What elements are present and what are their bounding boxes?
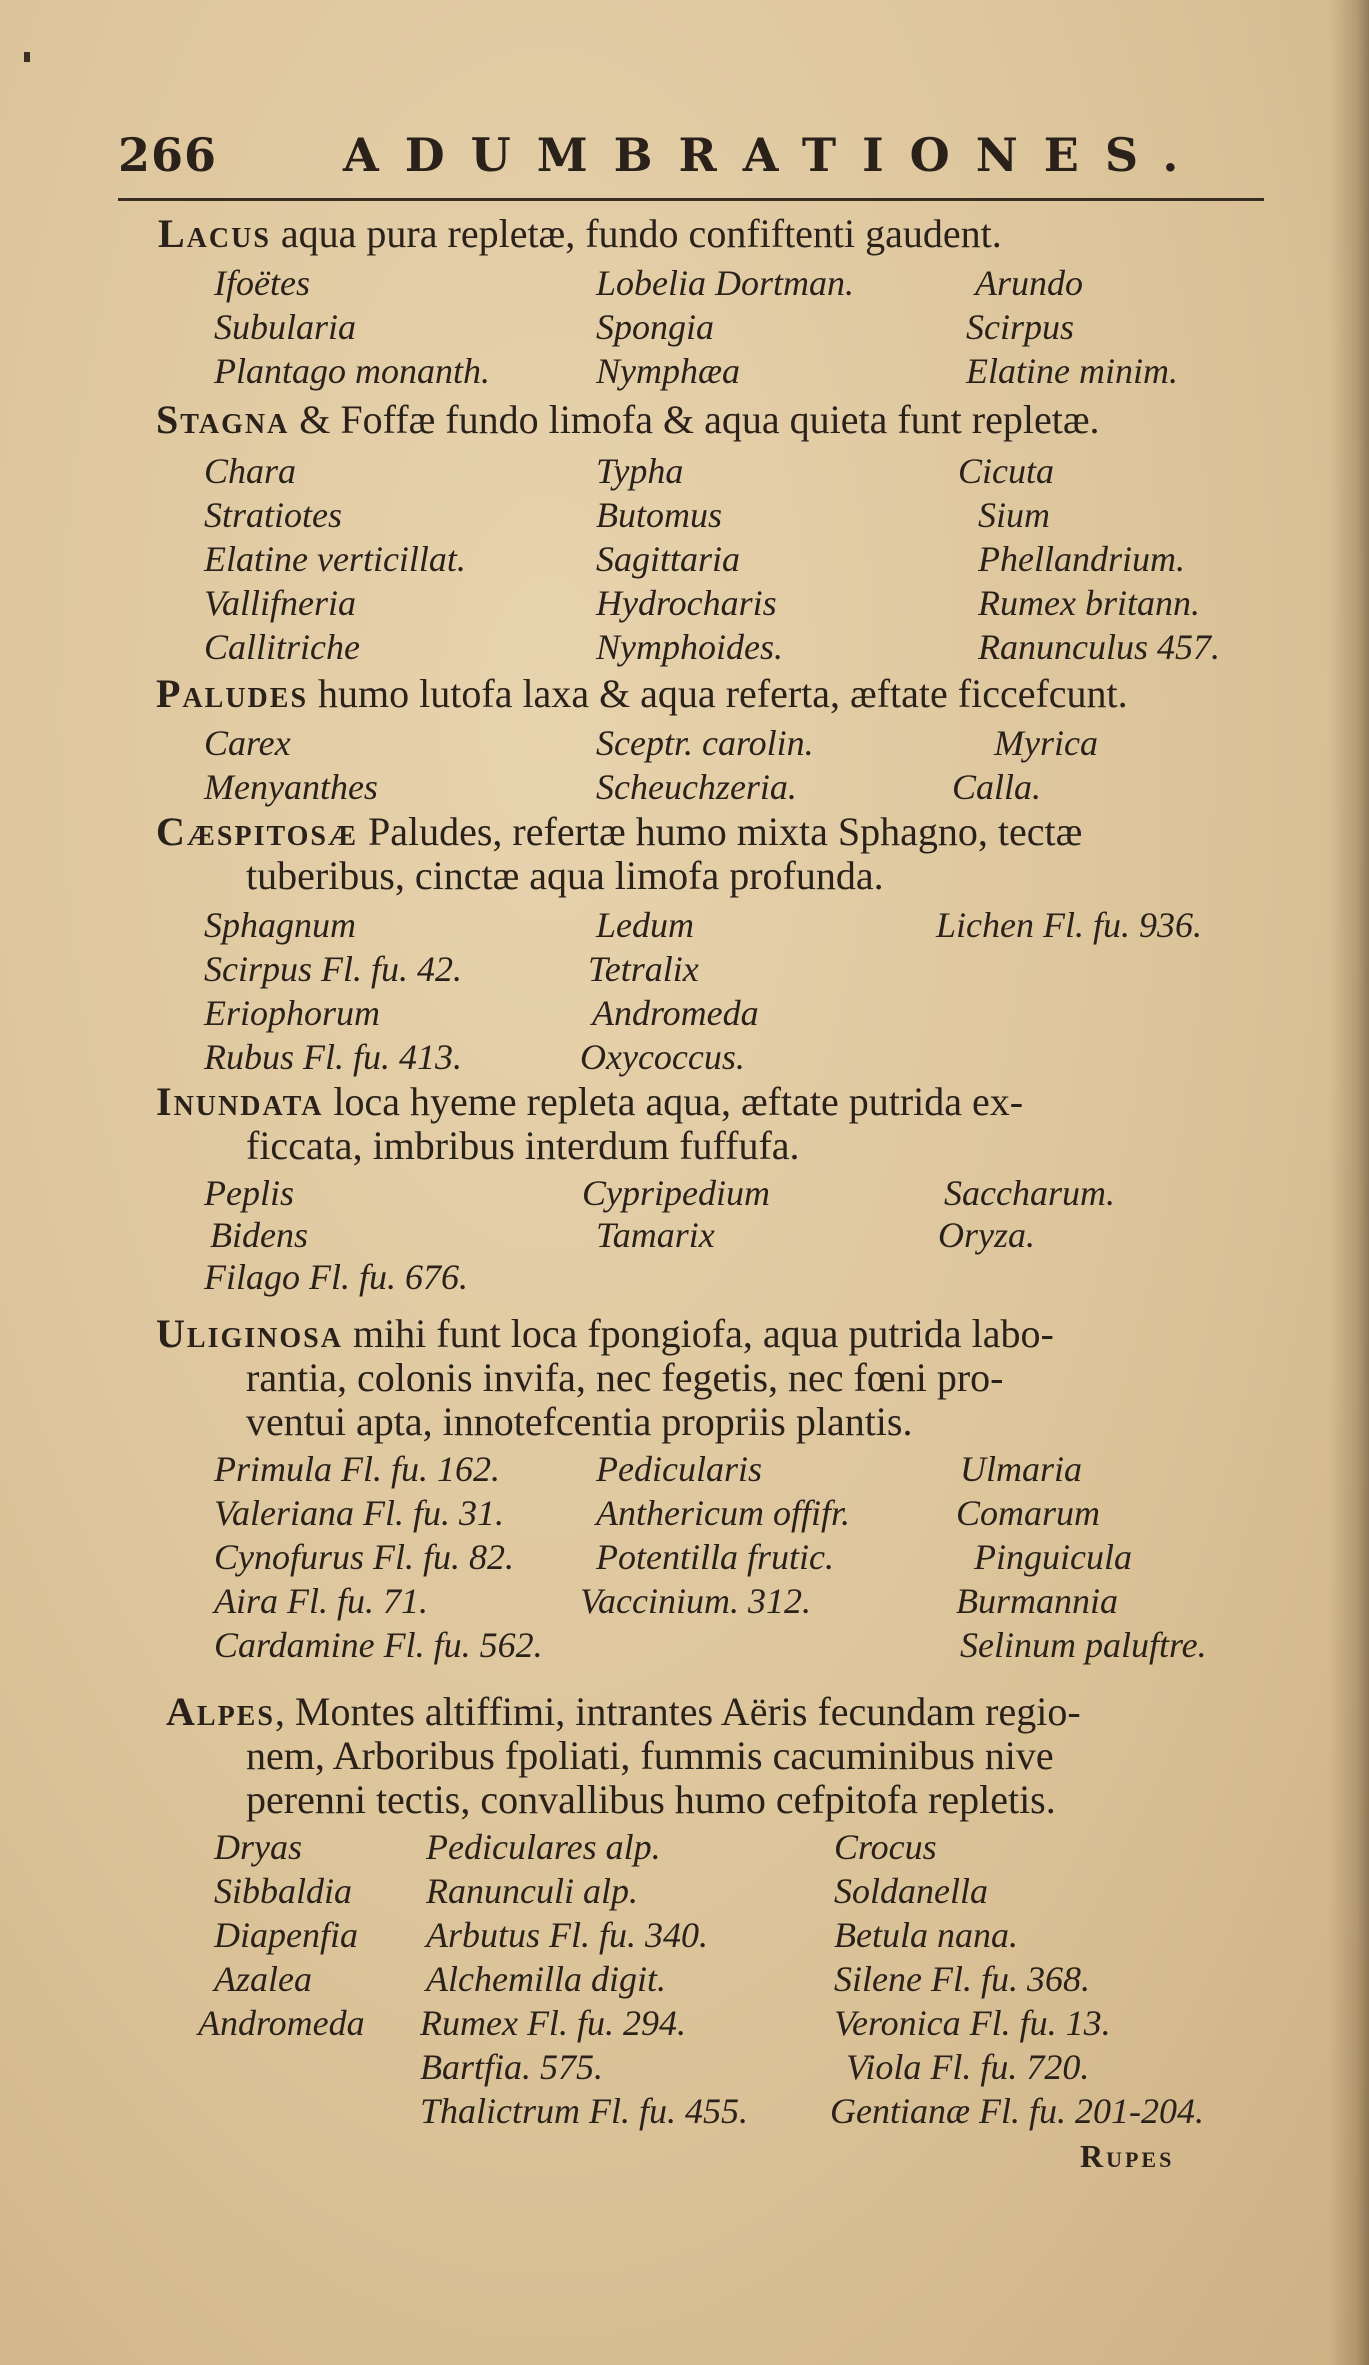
uliginosa-text-3: ventui apta, innotefcentia propriis plantis. [246, 1399, 913, 1444]
plant-name: Valeriana Fl. fu. 31. [214, 1493, 504, 1533]
plant-name: Subularia [214, 307, 357, 347]
plant-name: Selinum paluftre. [960, 1625, 1207, 1665]
plant-name: Rumex Fl. fu. 294. [420, 2003, 686, 2043]
lacus-heading: Lacus [158, 211, 271, 256]
plant-name: Arbutus Fl. fu. 340. [426, 1915, 709, 1955]
header-rule [118, 198, 1264, 201]
plant-name: Menyanthes [204, 767, 378, 807]
plant-name: Dryas [214, 1827, 302, 1867]
plant-name: Andromeda [592, 993, 759, 1033]
plant-name: Plantago monanth. [214, 351, 490, 391]
uliginosa-text-2: rantia, colonis invifa, nec fegetis, nec fœni pro- [246, 1355, 1004, 1400]
plant-name: Sagittaria [596, 539, 741, 579]
stagna-text: & Foffæ fundo limofa & aqua quieta funt repletæ. [289, 397, 1100, 442]
plant-name: Diapenfia [214, 1915, 358, 1955]
plant-name: Oxycoccus. [580, 1037, 745, 1077]
caespitosae-heading: Cæspitosæ [156, 809, 358, 854]
plant-name: Scirpus Fl. fu. 42. [204, 949, 462, 989]
plant-name: Silene Fl. fu. 368. [834, 1959, 1090, 1999]
plant-name: Callitriche [204, 627, 360, 667]
caespitosae-text-1: Paludes, refertæ humo mixta Sphagno, tectæ [357, 809, 1083, 854]
caespitosae-text-2: tuberibus, cinctæ aqua limofa profunda. [246, 853, 884, 898]
plant-name: Azalea [214, 1959, 312, 1999]
page-header [118, 128, 1268, 198]
uliginosa-heading: Uliginosa [156, 1311, 343, 1356]
page-edge-shadow [1329, 0, 1369, 2365]
plant-name: Primula Fl. fu. 162. [214, 1449, 500, 1489]
plant-name: Myrica [994, 723, 1098, 763]
alpes-text-2: nem, Arboribus fpoliati, fummis cacuminibus nive [246, 1733, 1054, 1778]
paludes-heading: Paludes [156, 671, 309, 716]
plant-name: Sium [978, 495, 1050, 535]
plant-name: Elatine verticillat. [204, 539, 466, 579]
plant-name: Stratiotes [204, 495, 343, 535]
page-mark [24, 52, 30, 62]
stagna-heading: Stagna [156, 397, 290, 442]
plant-name: Anthericum offifr. [596, 1493, 850, 1533]
plant-name: Andromeda [198, 2003, 365, 2043]
plant-name: Lobelia Dortman. [596, 263, 855, 303]
plant-name: Sphagnum [204, 905, 356, 945]
plant-name: Filago Fl. fu. 676. [204, 1257, 468, 1297]
plant-name: Ledum [596, 905, 694, 945]
plant-name: Thalictrum Fl. fu. 455. [420, 2091, 749, 2131]
plant-name: Alchemilla digit. [426, 1959, 666, 1999]
plant-name: Pedicularis [596, 1449, 762, 1489]
plant-name: Rubus Fl. fu. 413. [204, 1037, 462, 1077]
alpes-heading: Alpes [166, 1689, 275, 1734]
plant-name: Pinguicula [974, 1537, 1132, 1577]
paludes-text: humo lutofa laxa & aqua referta, æftate ficcefcunt. [308, 671, 1128, 716]
plant-name: Potentilla frutic. [596, 1537, 834, 1577]
plant-name: Butomus [596, 495, 722, 535]
plant-name: Nymphoides. [596, 627, 783, 667]
plant-name: Nymphæa [596, 351, 740, 391]
plant-name: Rumex britann. [978, 583, 1200, 623]
uliginosa-text-1: mihi funt loca fpongiofa, aqua putrida labo- [342, 1311, 1054, 1356]
inundata-text-2: ficcata, imbribus interdum fuffufa. [246, 1123, 800, 1168]
plant-name: Crocus [834, 1827, 937, 1867]
plant-name: Calla. [952, 767, 1042, 807]
plant-name: Cypripedium [582, 1173, 770, 1213]
inundata-heading: Inundata [156, 1079, 324, 1124]
alpes-paragraph [166, 1690, 1081, 1734]
plant-name: Typha [596, 451, 684, 491]
plant-name: Ifoëtes [214, 263, 310, 303]
plant-name: Arundo [975, 263, 1083, 303]
plant-name: Vallifneria [204, 583, 356, 623]
plant-name: Veronica Fl. fu. 13. [834, 2003, 1111, 2043]
plant-name: Sceptr. carolin. [596, 723, 814, 763]
plant-name: Aira Fl. fu. 71. [214, 1581, 428, 1621]
plant-name: Sibbaldia [214, 1871, 353, 1911]
page-number: 266 [118, 128, 218, 182]
plant-name: Soldanella [834, 1871, 988, 1911]
plant-name: Elatine minim. [966, 351, 1178, 391]
running-head: ADUMBRATIONES. [343, 128, 1205, 182]
plant-name: Oryza. [938, 1215, 1035, 1255]
plant-name: Lichen Fl. fu. 936. [936, 905, 1202, 945]
plant-name: Peplis [204, 1173, 294, 1213]
plant-name: Ranunculi alp. [426, 1871, 638, 1911]
alpes-text-1: , Montes altiffimi, intrantes Aëris fecundam regio- [274, 1689, 1081, 1734]
plant-name: Comarum [956, 1493, 1101, 1533]
plant-name: Tamarix [596, 1215, 715, 1255]
plant-name: Eriophorum [204, 993, 381, 1033]
uliginosa-paragraph [156, 1312, 1054, 1356]
inundata-text-1: loca hyeme repleta aqua, æftate putrida ex- [323, 1079, 1024, 1124]
plant-name: Cicuta [958, 451, 1054, 491]
plant-name: Burmannia [956, 1581, 1118, 1621]
inundata-paragraph [156, 1080, 1023, 1124]
plant-name: Scirpus [966, 307, 1074, 347]
plant-name: Hydrocharis [596, 583, 777, 623]
plant-name: Chara [204, 451, 297, 491]
paludes-paragraph [156, 672, 1128, 716]
plant-name: Vaccinium. 312. [580, 1581, 811, 1621]
plant-name: Ranunculus 457. [978, 627, 1220, 667]
plant-name: Bidens [210, 1215, 308, 1255]
plant-name: Scheuchzeria. [596, 767, 797, 807]
plant-name: Carex [204, 723, 291, 763]
catchword: Rupes [1080, 2138, 1175, 2174]
stagna-paragraph [156, 398, 1100, 442]
plant-name: Ulmaria [960, 1449, 1083, 1489]
plant-name: Cynofurus Fl. fu. 82. [214, 1537, 515, 1577]
plant-name: Saccharum. [944, 1173, 1115, 1213]
plant-name: Tetralix [588, 949, 699, 989]
plant-name: Pediculares alp. [426, 1827, 661, 1867]
plant-name: Phellandrium. [978, 539, 1185, 579]
plant-name: Cardamine Fl. fu. 562. [214, 1625, 543, 1665]
plant-name: Gentianæ Fl. fu. 201-204. [830, 2091, 1204, 2131]
plant-name: Bartfia. 575. [420, 2047, 604, 2087]
alpes-text-3: perenni tectis, convallibus humo cefpitofa repletis. [246, 1777, 1056, 1822]
lacus-paragraph [158, 212, 1002, 256]
plant-name: Betula nana. [834, 1915, 1018, 1955]
caespitosae-paragraph [156, 810, 1082, 854]
lacus-text: aqua pura repletæ, fundo confiftenti gaudent. [270, 211, 1002, 256]
plant-name: Spongia [596, 307, 715, 347]
plant-name: Viola Fl. fu. 720. [846, 2047, 1090, 2087]
